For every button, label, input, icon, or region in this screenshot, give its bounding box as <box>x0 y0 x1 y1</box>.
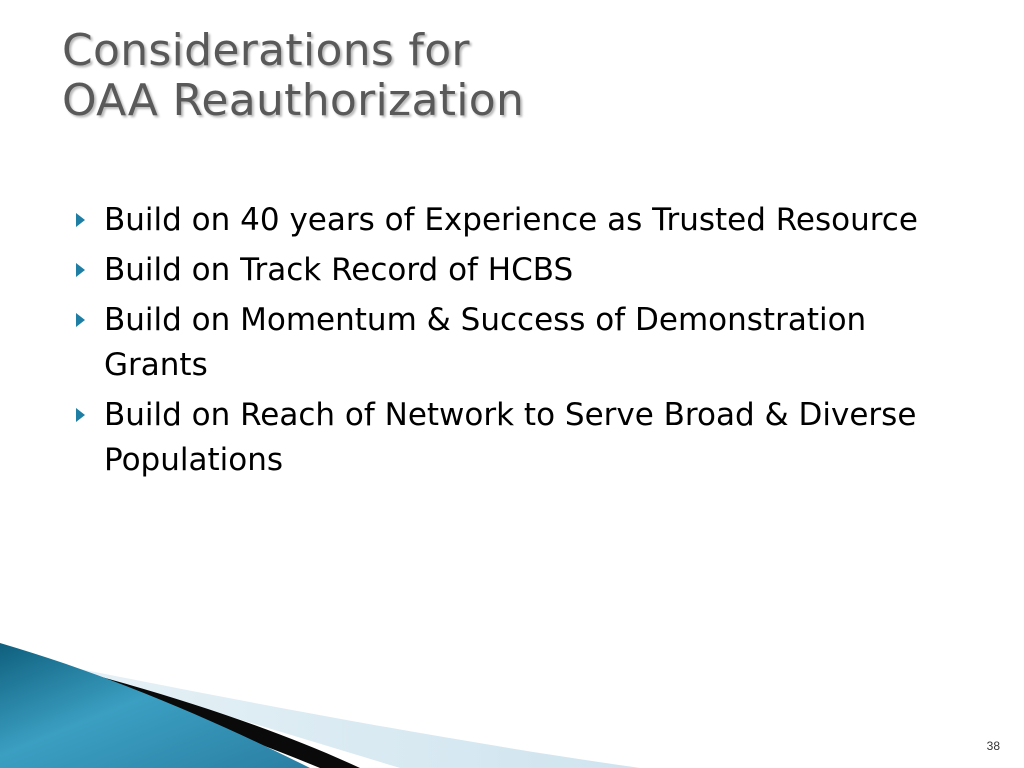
bullet-text: Build on Reach of Network to Serve Broad & Diverse Populations <box>104 397 917 478</box>
triangle-right-icon <box>76 313 85 327</box>
triangle-right-icon <box>76 408 85 422</box>
bullet-item <box>74 248 954 293</box>
slide-title-line-1: Considerations for <box>62 25 470 76</box>
bullet-list <box>74 198 954 488</box>
slide-title <box>62 26 524 126</box>
decorative-wave-graphic <box>0 643 640 768</box>
bullet-text: Build on 40 years of Experience as Trusted Resource <box>104 202 918 238</box>
bullet-item <box>74 393 954 483</box>
slide-title-line-2: OAA Reauthorization <box>62 75 525 126</box>
triangle-right-icon <box>76 263 85 277</box>
bullet-item <box>74 298 954 388</box>
bullet-text: Build on Track Record of HCBS <box>104 252 574 288</box>
bullet-item <box>74 198 954 243</box>
triangle-right-icon <box>76 213 85 227</box>
page-number: 38 <box>986 739 1000 753</box>
bullet-text: Build on Momentum & Success of Demonstration Grants <box>104 302 867 383</box>
